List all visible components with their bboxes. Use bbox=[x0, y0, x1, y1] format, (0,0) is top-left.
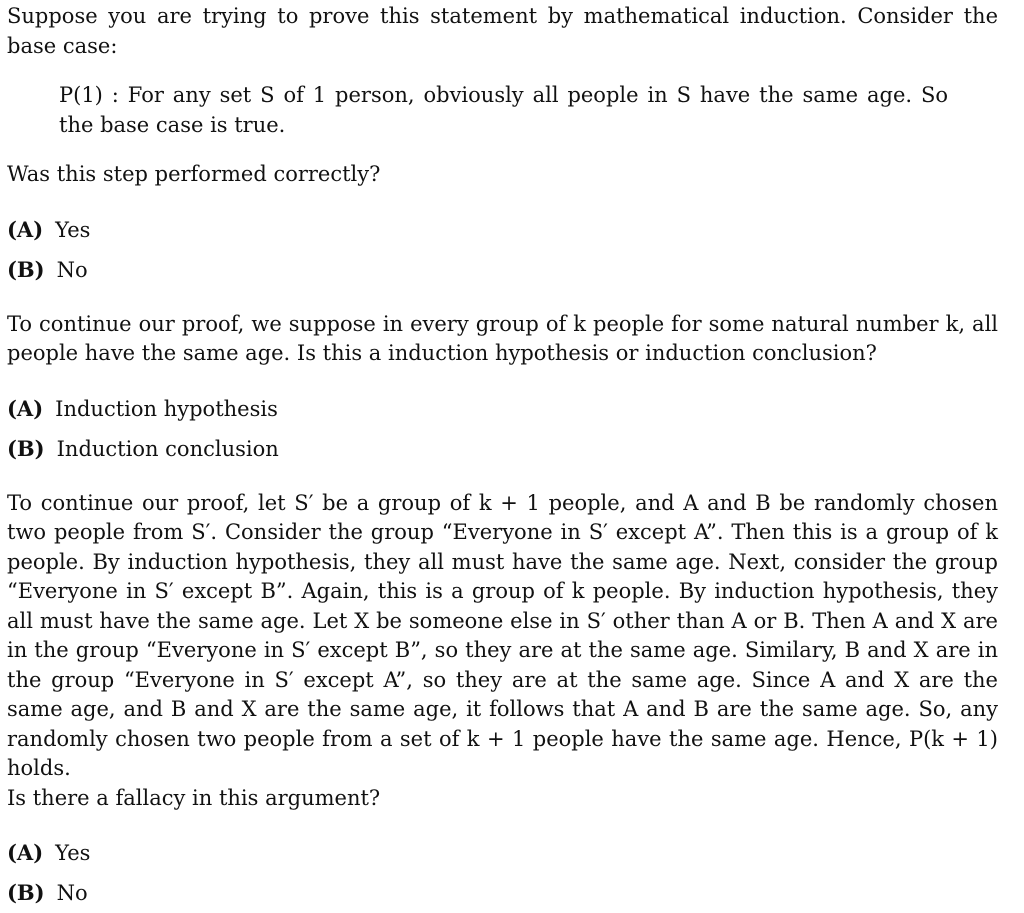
q1-prompt: Was this step performed correctly? bbox=[7, 162, 381, 186]
q1-base-case: P(1) : For any set S of 1 person, obviously all people in S have the same age. So the base case is true. bbox=[59, 83, 948, 137]
q2-option-a[interactable] bbox=[7, 389, 998, 429]
option-tag: (B) bbox=[7, 435, 45, 461]
q3-argument: To continue our proof, let S′ be a group of k + 1 people, and A and B be randomly chosen two people from S′. Consider the group “Everyone in S′ except A”. Then this is a group of k people. By induction hypothesis, they all must have the same age. Next, consider the group “Everyone in S′ except B”. Again, this is a group of k people. By induction hypothesis, they all must have the same age. Let X be someone else in S′ other than A or B. Then A and X are in the group “Everyone in S′ except B”, so they are at the same age. Similary, B and X are in the group “Everyone in S′ except A”, so they are at the same age. Since A and X are the same age, and B and X are the same age, it follows that A and B are the same age. So, any randomly chosen two people from a set of k + 1 people have the same age. Hence, P(k + 1) holds. bbox=[7, 490, 998, 780]
option-tag: (A) bbox=[7, 216, 44, 242]
q2-option-b[interactable] bbox=[7, 429, 998, 469]
option-text: No bbox=[56, 257, 88, 282]
option-text: Yes bbox=[55, 217, 91, 242]
option-tag: (B) bbox=[7, 880, 45, 905]
option-text: Induction hypothesis bbox=[55, 396, 278, 421]
q1-option-b[interactable] bbox=[7, 250, 998, 290]
q1-intro: Suppose you are trying to prove this statement by mathematical induction. Consider the base case: bbox=[7, 4, 998, 58]
q1-option-a[interactable] bbox=[7, 210, 998, 250]
option-tag: (A) bbox=[7, 395, 44, 421]
q3-option-b[interactable] bbox=[7, 873, 998, 913]
option-tag: (B) bbox=[7, 256, 45, 282]
option-text: Induction conclusion bbox=[56, 436, 279, 461]
option-tag: (A) bbox=[7, 840, 44, 865]
option-text: Yes bbox=[55, 841, 91, 865]
q3-option-a[interactable] bbox=[7, 833, 998, 873]
q2-prompt: To continue our proof, we suppose in every group of k people for some natural number k, all people have the same age. Is this a induction hypothesis or induction conclusion? bbox=[7, 311, 998, 365]
q1-options bbox=[7, 210, 998, 290]
q2-options bbox=[7, 389, 998, 469]
option-text: No bbox=[56, 881, 88, 905]
q3-options bbox=[7, 833, 998, 913]
q3-prompt: Is there a fallacy in this argument? bbox=[7, 785, 381, 810]
